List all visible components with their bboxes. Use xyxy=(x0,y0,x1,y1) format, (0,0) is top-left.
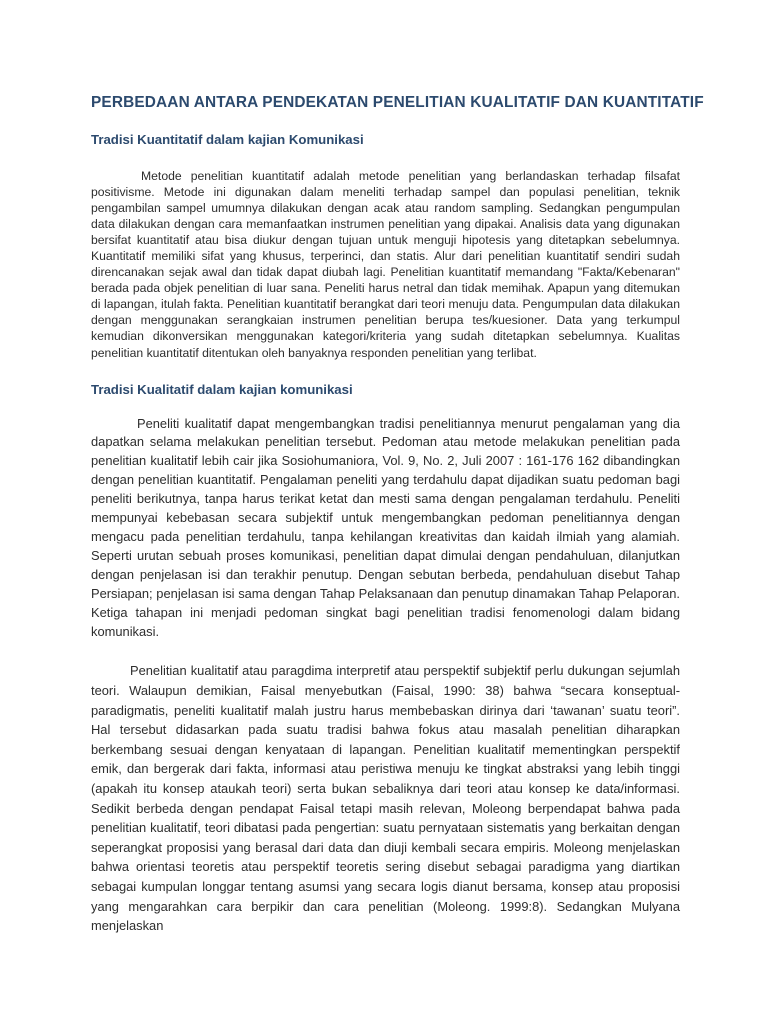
paragraph-qualitative-1: Peneliti kualitatif dapat mengembangkan tradisi penelitiannya menurut pengalaman yang dia dapatkan selama melakukan penelitian tersebut. Pedoman atau metode melakukan penelitian pada penelitian kualitatif lebih cair jika Sosiohumaniora, Vol. 9, No. 2, Juli 2007 : 161-176 162 dibandingkan dengan penelitian kuantitatif. Pengalaman peneliti yang terdahulu dapat dijadikan suatu pedoman bagi peneliti berikutnya, tanpa harus terikat ketat dan mesti sama dengan pengalaman terdahulu. Peneliti mempunyai kebebasan secara subjektif untuk mengembangkan pedoman penelitiannya dengan mengacu pada penelitian terdahulu, tanpa kehilangan kreativitas dan kaidah ilmiah yang alamiah. Seperti urutan sebuah proses komunikasi, penelitian dapat dimulai dengan pendahuluan, dilanjutkan dengan penjelasan isi dan terakhir penutup. Dengan sebutan berbeda, pendahuluan disebut Tahap Persiapan; penjelasan isi sama dengan Tahap Pelaksanaan dan penutup dinamakan Tahap Pelaporan. Ketiga tahapan ini menjadi pedoman singkat bagi penelitian tradisi fenomenologi dalam bidang komunikasi. xyxy=(91,415,680,639)
section-heading-quantitative: Tradisi Kuantitatif dalam kajian Komunikasi xyxy=(91,132,364,147)
document-title: PERBEDAAN ANTARA PENDEKATAN PENELITIAN KUALITATIF DAN KUANTITATIF xyxy=(91,94,704,111)
paragraph-qualitative-2: Penelitian kualitatif atau paragdima interpretif atau perspektif subjektif perlu dukungan sejumlah teori. Walaupun demikian, Faisal menyebutkan (Faisal, 1990: 38) bahwa “secara konseptual-paradigmatis, peneliti kualitatif malah justru harus membebaskan dirinya dari ‘tawanan’ suatu teori”. Hal tersebut didasarkan pada suatu tradisi bahwa fokus atau masalah penelitian diharapkan berkembang sesuai dengan kenyataan di lapangan. Penelitian kualitatif mementingkan perspektif emik, dan bergerak dari fakta, informasi atau peristiwa menuju ke tingkat abstraksi yang lebih tinggi (apakah itu konsep ataukah teori) serta bukan sebaliknya dari teori atau konsep ke data/informasi. Sedikit berbeda dengan pendapat Faisal tetapi masih relevan, Moleong berpendapat bahwa pada penelitian kualitatif, teori dibatasi pada pengertian: suatu pernyataan sistematis yang berkaitan dengan seperangkat proposisi yang berasal dari data dan diuji kembali secara empiris. Moleong menjelaskan bahwa orientasi teoretis atau perspektif teoretis sering disebut sebagai paradigma yang diartikan sebagai kumpulan longgar tentang asumsi yang secara logis dianut bersama, konsep atau proposisi yang mengarahkan cara berpikir dan cara penelitian (Moleong. 1999:8). Sedangkan Mulyana menjelaskan xyxy=(91,663,680,934)
paragraph-quantitative: Metode penelitian kuantitatif adalah metode penelitian yang berlandaskan terhadap filsafat positivisme. Metode ini digunakan dalam meneliti terhadap sampel dan populasi penelitian, teknik pengambilan sampel umumnya dilakukan dengan acak atau random sampling. Sedangkan pengumpulan data dilakukan dengan cara memanfaatkan instrumen penelitian yang dipakai. Analisis data yang digunakan bersifat kuantitatif atau bisa diukur dengan tujuan untuk menguji hipotesis yang ditetapkan sebelumnya. Kuantitatif memiliki sifat yang khusus, terperinci, dan statis. Alur dari penelitian kuantitatif sendiri sudah direncanakan sejak awal dan tidak dapat diubah lagi. Penelitian kuantitatif memandang "Fakta/Kebenaran" berada pada objek penelitian di luar sana. Peneliti harus netral dan tidak memihak. Apapun yang ditemukan di lapangan, itulah fakta. Penelitian kuantitatif berangkat dari teori menuju data. Pengumpulan data dilakukan dengan menggunakan serangkaian instrumen penelitian berupa tes/kuesioner. Data yang terkumpul kemudian dikonversikan menggunakan kategori/kriteria yang sudah ditetapkan sebelumnya. Kualitas penelitian kuantitatif ditentukan oleh banyaknya responden penelitian yang terlibat. xyxy=(91,169,680,360)
section-heading-qualitative: Tradisi Kualitatif dalam kajian komunikasi xyxy=(91,381,353,397)
